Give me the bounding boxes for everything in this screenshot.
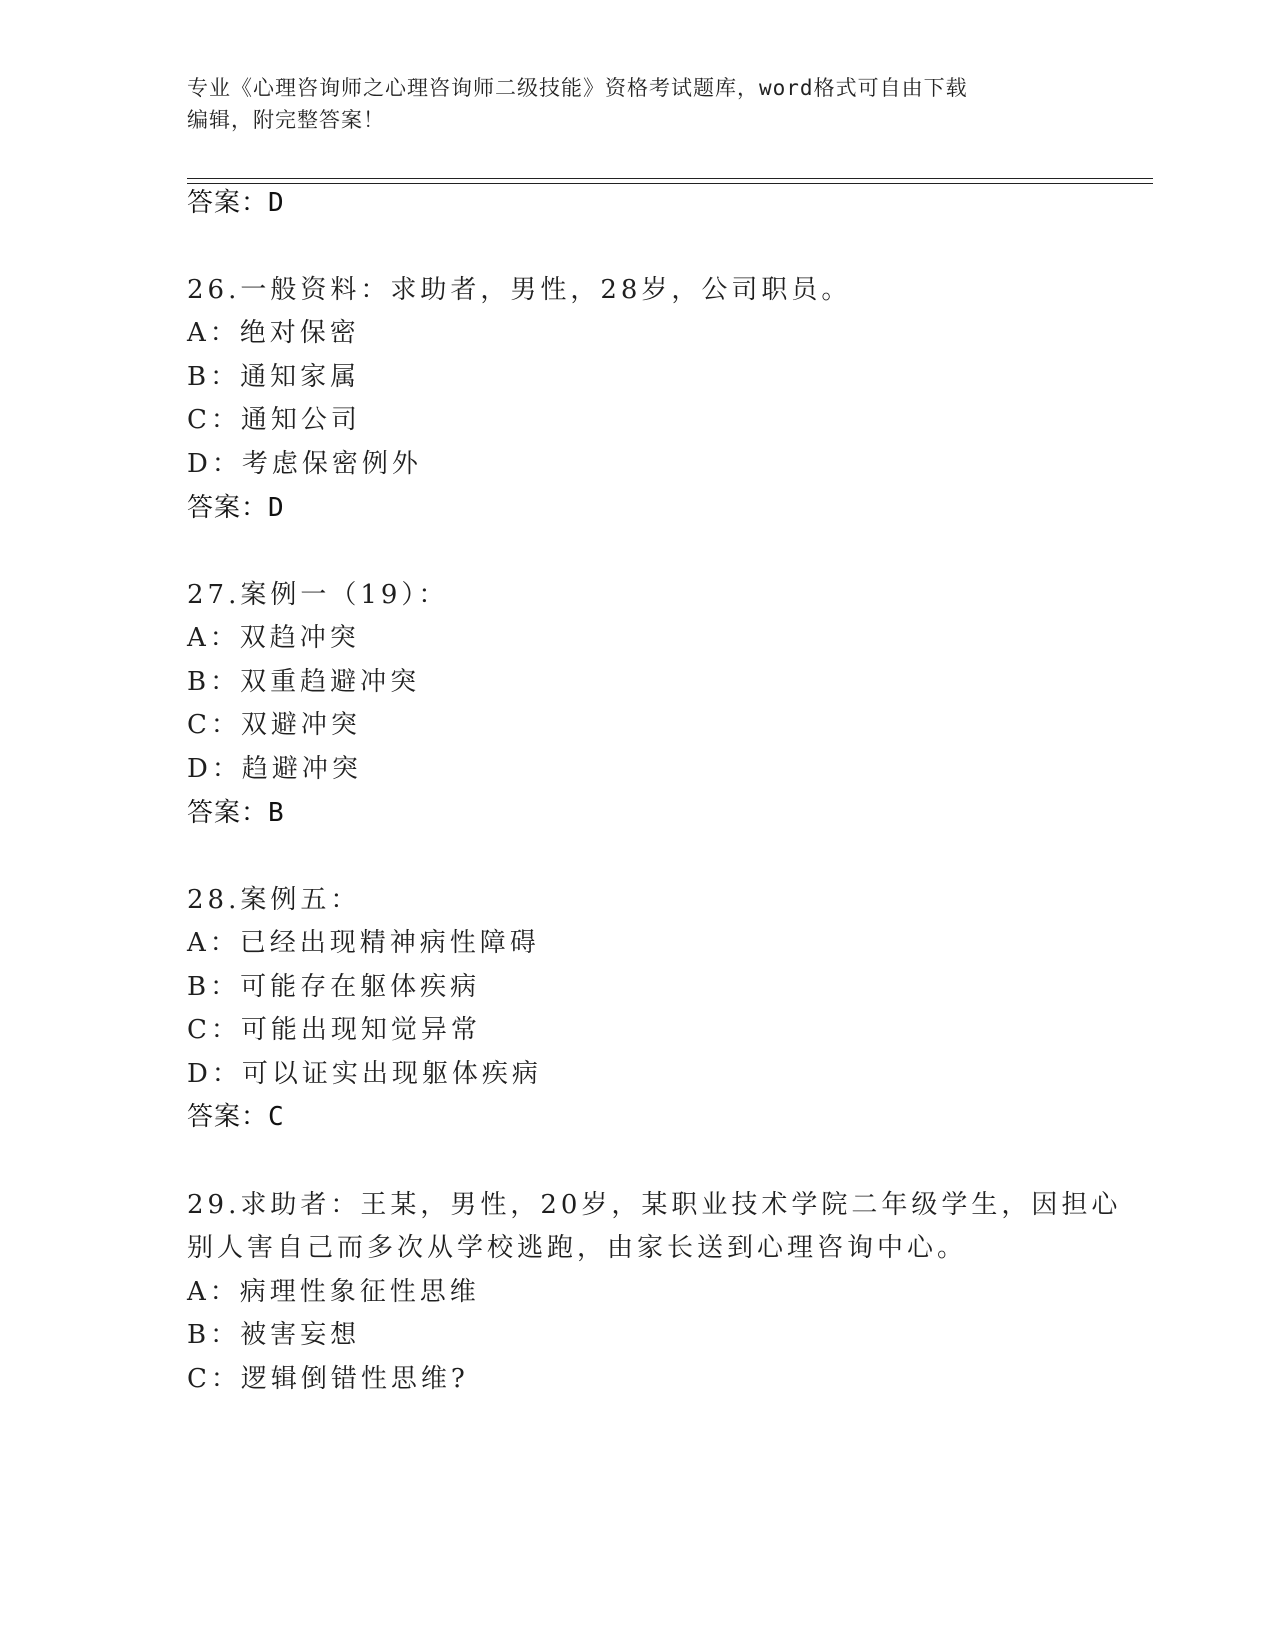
header-double-rule [187,178,1153,184]
question-28-option-b: B：可能存在躯体疾病 [187,972,481,1002]
question-26-option-d: D：考虑保密例外 [187,449,422,479]
answer-25: 答案：D [187,188,285,218]
question-27-option-c: C：双避冲突 [187,710,361,740]
header-line-2: 编辑，附完整答案！ [187,108,385,132]
document-header [187,72,1087,136]
header-line-1: 专业《心理咨询师之心理咨询师二级技能》资格考试题库，word格式可自由下载 [187,76,968,100]
question-29-stem-line-1: 29.求助者：王某，男性，20岁，某职业技术学院二年级学生，因担心 [187,1190,1122,1220]
question-26-option-c: C：通知公司 [187,405,361,435]
question-28-option-c: C：可能出现知觉异常 [187,1015,481,1045]
question-27-option-a: A：双趋冲突 [187,623,360,653]
question-26-answer: 答案：D [187,493,285,523]
question-29-stem-line-2: 别人害自己而多次从学校逃跑，由家长送到心理咨询中心。 [187,1233,968,1263]
question-28-option-a: A：已经出现精神病性障碍 [187,928,540,958]
question-26-option-b: B：通知家属 [187,362,361,392]
question-26-stem: 26.一般资料：求助者，男性，28岁，公司职员。 [187,275,852,305]
question-29-option-b: B：被害妄想 [187,1320,361,1350]
question-27-option-b: B：双重趋避冲突 [187,667,421,697]
question-27-stem: 27.案例一（19）： [187,580,449,610]
question-28-option-d: D：可以证实出现躯体疾病 [187,1059,542,1089]
question-29-option-a: A：病理性象征性思维 [187,1277,480,1307]
question-27-option-d: D：趋避冲突 [187,754,362,784]
question-27-answer: 答案：B [187,798,285,828]
question-28-stem: 28.案例五： [187,885,361,915]
question-29-option-c: C：逻辑倒错性思维? [187,1364,469,1394]
question-28-answer: 答案：C [187,1102,285,1132]
question-26-option-a: A：绝对保密 [187,318,360,348]
